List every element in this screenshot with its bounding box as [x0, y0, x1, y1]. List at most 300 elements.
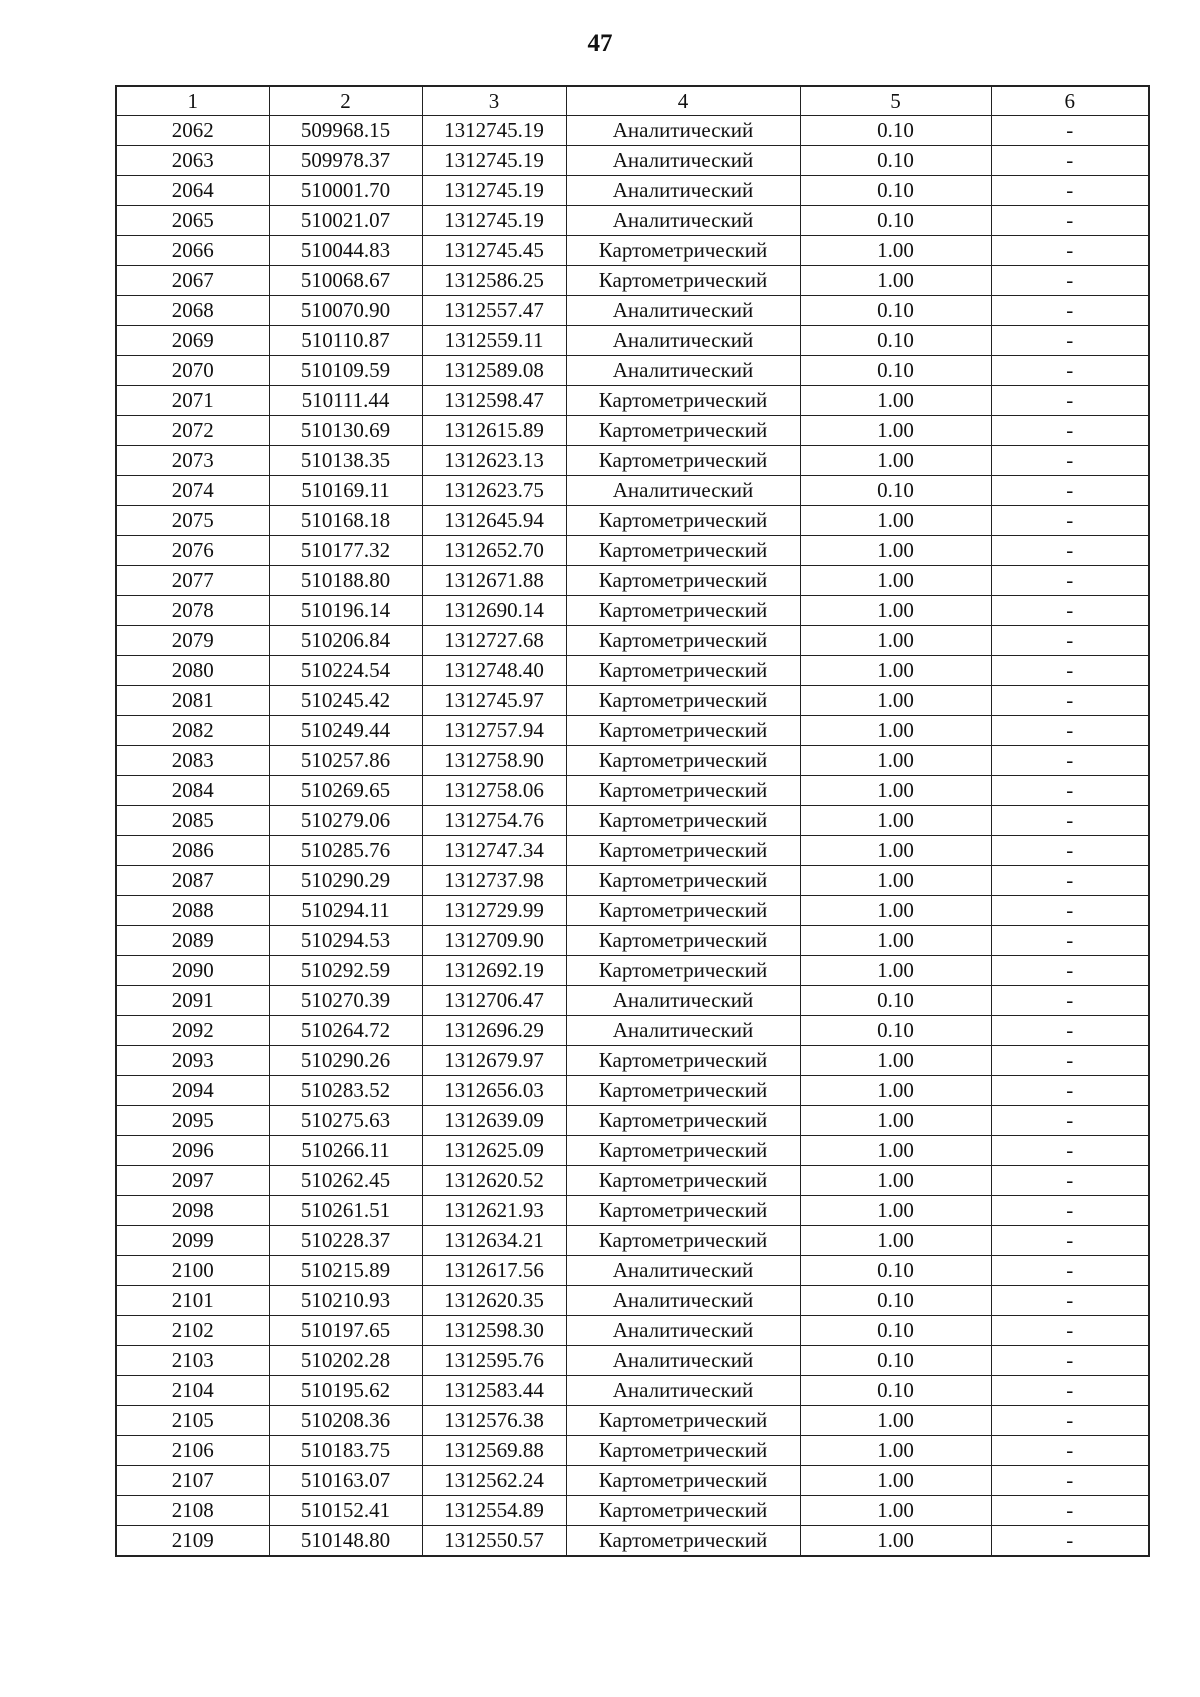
description-cell: - — [991, 1346, 1149, 1376]
method-cell: Аналитический — [566, 1316, 800, 1346]
x-coordinate-cell: 510294.11 — [269, 896, 422, 926]
x-coordinate-cell: 510257.86 — [269, 746, 422, 776]
description-cell: - — [991, 1316, 1149, 1346]
y-coordinate-cell: 1312634.21 — [422, 1226, 566, 1256]
description-cell: - — [991, 266, 1149, 296]
table-row — [116, 1286, 1149, 1316]
y-coordinate-cell: 1312729.99 — [422, 896, 566, 926]
y-coordinate-cell: 1312559.11 — [422, 326, 566, 356]
method-cell: Аналитический — [566, 986, 800, 1016]
y-coordinate-cell: 1312696.29 — [422, 1016, 566, 1046]
y-coordinate-cell: 1312758.06 — [422, 776, 566, 806]
x-coordinate-cell: 510168.18 — [269, 506, 422, 536]
x-coordinate-cell: 510109.59 — [269, 356, 422, 386]
description-cell: - — [991, 416, 1149, 446]
table-row — [116, 926, 1149, 956]
accuracy-cell: 1.00 — [800, 686, 991, 716]
y-coordinate-cell: 1312598.47 — [422, 386, 566, 416]
method-cell: Картометрический — [566, 446, 800, 476]
method-cell: Картометрический — [566, 836, 800, 866]
y-coordinate-cell: 1312745.45 — [422, 236, 566, 266]
y-coordinate-cell: 1312557.47 — [422, 296, 566, 326]
point-number-cell: 2079 — [116, 626, 269, 656]
x-coordinate-cell: 510169.11 — [269, 476, 422, 506]
x-coordinate-cell: 510285.76 — [269, 836, 422, 866]
y-coordinate-cell: 1312620.52 — [422, 1166, 566, 1196]
y-coordinate-cell: 1312598.30 — [422, 1316, 566, 1346]
point-number-cell: 2088 — [116, 896, 269, 926]
point-number-cell: 2063 — [116, 146, 269, 176]
x-coordinate-cell: 510183.75 — [269, 1436, 422, 1466]
accuracy-cell: 0.10 — [800, 116, 991, 146]
description-cell: - — [991, 1466, 1149, 1496]
x-coordinate-cell: 510148.80 — [269, 1526, 422, 1557]
x-coordinate-cell: 510152.41 — [269, 1496, 422, 1526]
x-coordinate-cell: 510266.11 — [269, 1136, 422, 1166]
y-coordinate-cell: 1312690.14 — [422, 596, 566, 626]
column-header: 2 — [269, 86, 422, 116]
table-row — [116, 1106, 1149, 1136]
description-cell: - — [991, 326, 1149, 356]
description-cell: - — [991, 656, 1149, 686]
x-coordinate-cell: 510270.39 — [269, 986, 422, 1016]
y-coordinate-cell: 1312709.90 — [422, 926, 566, 956]
y-coordinate-cell: 1312652.70 — [422, 536, 566, 566]
method-cell: Картометрический — [566, 1076, 800, 1106]
method-cell: Аналитический — [566, 1376, 800, 1406]
point-number-cell: 2078 — [116, 596, 269, 626]
description-cell: - — [991, 596, 1149, 626]
method-cell: Картометрический — [566, 626, 800, 656]
point-number-cell: 2087 — [116, 866, 269, 896]
x-coordinate-cell: 510070.90 — [269, 296, 422, 326]
description-cell: - — [991, 536, 1149, 566]
point-number-cell: 2080 — [116, 656, 269, 686]
point-number-cell: 2097 — [116, 1166, 269, 1196]
table-row — [116, 1436, 1149, 1466]
method-cell: Картометрический — [566, 656, 800, 686]
point-number-cell: 2091 — [116, 986, 269, 1016]
accuracy-cell: 1.00 — [800, 236, 991, 266]
table-row — [116, 416, 1149, 446]
accuracy-cell: 1.00 — [800, 386, 991, 416]
table-header-row — [116, 86, 1149, 116]
description-cell: - — [991, 716, 1149, 746]
accuracy-cell: 1.00 — [800, 776, 991, 806]
point-number-cell: 2065 — [116, 206, 269, 236]
method-cell: Картометрический — [566, 806, 800, 836]
table-row — [116, 986, 1149, 1016]
method-cell: Аналитический — [566, 296, 800, 326]
column-header: 5 — [800, 86, 991, 116]
table-row — [116, 506, 1149, 536]
description-cell: - — [991, 356, 1149, 386]
table-row — [116, 596, 1149, 626]
accuracy-cell: 0.10 — [800, 1286, 991, 1316]
table-row — [116, 446, 1149, 476]
accuracy-cell: 1.00 — [800, 536, 991, 566]
description-cell: - — [991, 566, 1149, 596]
x-coordinate-cell: 510021.07 — [269, 206, 422, 236]
accuracy-cell: 1.00 — [800, 1166, 991, 1196]
table-row — [116, 656, 1149, 686]
table-row — [116, 536, 1149, 566]
point-number-cell: 2072 — [116, 416, 269, 446]
method-cell: Аналитический — [566, 476, 800, 506]
description-cell: - — [991, 1106, 1149, 1136]
table-row — [116, 326, 1149, 356]
description-cell: - — [991, 1226, 1149, 1256]
accuracy-cell: 1.00 — [800, 926, 991, 956]
column-header: 1 — [116, 86, 269, 116]
point-number-cell: 2075 — [116, 506, 269, 536]
method-cell: Аналитический — [566, 146, 800, 176]
accuracy-cell: 1.00 — [800, 1076, 991, 1106]
y-coordinate-cell: 1312747.34 — [422, 836, 566, 866]
x-coordinate-cell: 510206.84 — [269, 626, 422, 656]
method-cell: Картометрический — [566, 1436, 800, 1466]
point-number-cell: 2069 — [116, 326, 269, 356]
method-cell: Аналитический — [566, 326, 800, 356]
accuracy-cell: 1.00 — [800, 446, 991, 476]
x-coordinate-cell: 510264.72 — [269, 1016, 422, 1046]
method-cell: Картометрический — [566, 596, 800, 626]
point-number-cell: 2099 — [116, 1226, 269, 1256]
x-coordinate-cell: 510177.32 — [269, 536, 422, 566]
accuracy-cell: 1.00 — [800, 266, 991, 296]
description-cell: - — [991, 176, 1149, 206]
y-coordinate-cell: 1312745.19 — [422, 176, 566, 206]
table-row — [116, 1046, 1149, 1076]
table-row — [116, 176, 1149, 206]
method-cell: Картометрический — [566, 1226, 800, 1256]
accuracy-cell: 0.10 — [800, 1346, 991, 1376]
accuracy-cell: 1.00 — [800, 1226, 991, 1256]
point-number-cell: 2077 — [116, 566, 269, 596]
coordinates-table — [115, 85, 1150, 1557]
method-cell: Аналитический — [566, 356, 800, 386]
point-number-cell: 2070 — [116, 356, 269, 386]
point-number-cell: 2109 — [116, 1526, 269, 1557]
method-cell: Картометрический — [566, 866, 800, 896]
method-cell: Картометрический — [566, 1136, 800, 1166]
accuracy-cell: 0.10 — [800, 356, 991, 386]
accuracy-cell: 0.10 — [800, 476, 991, 506]
description-cell: - — [991, 626, 1149, 656]
table-row — [116, 1016, 1149, 1046]
accuracy-cell: 1.00 — [800, 1496, 991, 1526]
method-cell: Аналитический — [566, 176, 800, 206]
description-cell: - — [991, 1046, 1149, 1076]
y-coordinate-cell: 1312621.93 — [422, 1196, 566, 1226]
table-row — [116, 356, 1149, 386]
method-cell: Картометрический — [566, 926, 800, 956]
x-coordinate-cell: 510188.80 — [269, 566, 422, 596]
point-number-cell: 2089 — [116, 926, 269, 956]
table-row — [116, 746, 1149, 776]
point-number-cell: 2076 — [116, 536, 269, 566]
point-number-cell: 2094 — [116, 1076, 269, 1106]
y-coordinate-cell: 1312745.97 — [422, 686, 566, 716]
accuracy-cell: 1.00 — [800, 1526, 991, 1557]
description-cell: - — [991, 986, 1149, 1016]
y-coordinate-cell: 1312595.76 — [422, 1346, 566, 1376]
table-row — [116, 1226, 1149, 1256]
y-coordinate-cell: 1312586.25 — [422, 266, 566, 296]
accuracy-cell: 0.10 — [800, 326, 991, 356]
point-number-cell: 2092 — [116, 1016, 269, 1046]
point-number-cell: 2064 — [116, 176, 269, 206]
description-cell: - — [991, 1526, 1149, 1557]
x-coordinate-cell: 510111.44 — [269, 386, 422, 416]
y-coordinate-cell: 1312758.90 — [422, 746, 566, 776]
description-cell: - — [991, 116, 1149, 146]
table-row — [116, 146, 1149, 176]
description-cell: - — [991, 386, 1149, 416]
x-coordinate-cell: 509978.37 — [269, 146, 422, 176]
table-row — [116, 1136, 1149, 1166]
point-number-cell: 2085 — [116, 806, 269, 836]
table-row — [116, 1346, 1149, 1376]
point-number-cell: 2068 — [116, 296, 269, 326]
x-coordinate-cell: 510275.63 — [269, 1106, 422, 1136]
accuracy-cell: 0.10 — [800, 986, 991, 1016]
description-cell: - — [991, 446, 1149, 476]
table-row — [116, 1166, 1149, 1196]
accuracy-cell: 1.00 — [800, 746, 991, 776]
description-cell: - — [991, 1016, 1149, 1046]
y-coordinate-cell: 1312554.89 — [422, 1496, 566, 1526]
table-row — [116, 1496, 1149, 1526]
method-cell: Картометрический — [566, 776, 800, 806]
table-row — [116, 236, 1149, 266]
column-header: 3 — [422, 86, 566, 116]
accuracy-cell: 0.10 — [800, 146, 991, 176]
table-row — [116, 206, 1149, 236]
description-cell: - — [991, 506, 1149, 536]
description-cell: - — [991, 746, 1149, 776]
description-cell: - — [991, 806, 1149, 836]
table-body — [116, 116, 1149, 1557]
table-row — [116, 806, 1149, 836]
method-cell: Картометрический — [566, 896, 800, 926]
point-number-cell: 2093 — [116, 1046, 269, 1076]
method-cell: Аналитический — [566, 1346, 800, 1376]
point-number-cell: 2082 — [116, 716, 269, 746]
table-row — [116, 266, 1149, 296]
x-coordinate-cell: 510283.52 — [269, 1076, 422, 1106]
description-cell: - — [991, 1256, 1149, 1286]
table-row — [116, 956, 1149, 986]
table-row — [116, 566, 1149, 596]
description-cell: - — [991, 476, 1149, 506]
method-cell: Аналитический — [566, 1286, 800, 1316]
y-coordinate-cell: 1312727.68 — [422, 626, 566, 656]
accuracy-cell: 1.00 — [800, 596, 991, 626]
description-cell: - — [991, 836, 1149, 866]
column-header: 6 — [991, 86, 1149, 116]
accuracy-cell: 1.00 — [800, 1136, 991, 1166]
point-number-cell: 2086 — [116, 836, 269, 866]
y-coordinate-cell: 1312757.94 — [422, 716, 566, 746]
method-cell: Картометрический — [566, 746, 800, 776]
y-coordinate-cell: 1312639.09 — [422, 1106, 566, 1136]
y-coordinate-cell: 1312692.19 — [422, 956, 566, 986]
description-cell: - — [991, 1196, 1149, 1226]
x-coordinate-cell: 510269.65 — [269, 776, 422, 806]
y-coordinate-cell: 1312625.09 — [422, 1136, 566, 1166]
accuracy-cell: 0.10 — [800, 1256, 991, 1286]
method-cell: Картометрический — [566, 506, 800, 536]
accuracy-cell: 1.00 — [800, 1106, 991, 1136]
y-coordinate-cell: 1312745.19 — [422, 206, 566, 236]
y-coordinate-cell: 1312615.89 — [422, 416, 566, 446]
point-number-cell: 2102 — [116, 1316, 269, 1346]
table-row — [116, 686, 1149, 716]
y-coordinate-cell: 1312623.75 — [422, 476, 566, 506]
y-coordinate-cell: 1312583.44 — [422, 1376, 566, 1406]
point-number-cell: 2083 — [116, 746, 269, 776]
accuracy-cell: 1.00 — [800, 1196, 991, 1226]
x-coordinate-cell: 510249.44 — [269, 716, 422, 746]
x-coordinate-cell: 510044.83 — [269, 236, 422, 266]
method-cell: Картометрический — [566, 1496, 800, 1526]
accuracy-cell: 0.10 — [800, 206, 991, 236]
method-cell: Картометрический — [566, 1466, 800, 1496]
x-coordinate-cell: 510290.26 — [269, 1046, 422, 1076]
method-cell: Аналитический — [566, 1256, 800, 1286]
description-cell: - — [991, 1406, 1149, 1436]
x-coordinate-cell: 510197.65 — [269, 1316, 422, 1346]
point-number-cell: 2103 — [116, 1346, 269, 1376]
accuracy-cell: 1.00 — [800, 506, 991, 536]
table-row — [116, 866, 1149, 896]
description-cell: - — [991, 926, 1149, 956]
accuracy-cell: 1.00 — [800, 836, 991, 866]
point-number-cell: 2106 — [116, 1436, 269, 1466]
accuracy-cell: 1.00 — [800, 716, 991, 746]
description-cell: - — [991, 896, 1149, 926]
table-row — [116, 1526, 1149, 1557]
table-row — [116, 1406, 1149, 1436]
accuracy-cell: 1.00 — [800, 1436, 991, 1466]
y-coordinate-cell: 1312562.24 — [422, 1466, 566, 1496]
table-row — [116, 1196, 1149, 1226]
y-coordinate-cell: 1312754.76 — [422, 806, 566, 836]
x-coordinate-cell: 510262.45 — [269, 1166, 422, 1196]
point-number-cell: 2108 — [116, 1496, 269, 1526]
y-coordinate-cell: 1312737.98 — [422, 866, 566, 896]
x-coordinate-cell: 510261.51 — [269, 1196, 422, 1226]
accuracy-cell: 1.00 — [800, 566, 991, 596]
description-cell: - — [991, 1496, 1149, 1526]
table-row — [116, 476, 1149, 506]
description-cell: - — [991, 1286, 1149, 1316]
point-number-cell: 2090 — [116, 956, 269, 986]
table-row — [116, 836, 1149, 866]
description-cell: - — [991, 146, 1149, 176]
description-cell: - — [991, 1376, 1149, 1406]
method-cell: Картометрический — [566, 956, 800, 986]
x-coordinate-cell: 510279.06 — [269, 806, 422, 836]
y-coordinate-cell: 1312589.08 — [422, 356, 566, 386]
accuracy-cell: 0.10 — [800, 176, 991, 206]
accuracy-cell: 1.00 — [800, 956, 991, 986]
y-coordinate-cell: 1312645.94 — [422, 506, 566, 536]
accuracy-cell: 0.10 — [800, 1016, 991, 1046]
table-row — [116, 1076, 1149, 1106]
y-coordinate-cell: 1312656.03 — [422, 1076, 566, 1106]
table-row — [116, 296, 1149, 326]
x-coordinate-cell: 510228.37 — [269, 1226, 422, 1256]
y-coordinate-cell: 1312617.56 — [422, 1256, 566, 1286]
table-row — [116, 776, 1149, 806]
description-cell: - — [991, 866, 1149, 896]
point-number-cell: 2084 — [116, 776, 269, 806]
table-row — [116, 896, 1149, 926]
x-coordinate-cell: 510001.70 — [269, 176, 422, 206]
method-cell: Картометрический — [566, 236, 800, 266]
point-number-cell: 2105 — [116, 1406, 269, 1436]
description-cell: - — [991, 296, 1149, 326]
point-number-cell: 2107 — [116, 1466, 269, 1496]
accuracy-cell: 1.00 — [800, 626, 991, 656]
page-number: 47 — [587, 30, 613, 57]
y-coordinate-cell: 1312679.97 — [422, 1046, 566, 1076]
method-cell: Аналитический — [566, 116, 800, 146]
method-cell: Аналитический — [566, 1016, 800, 1046]
point-number-cell: 2081 — [116, 686, 269, 716]
point-number-cell: 2071 — [116, 386, 269, 416]
point-number-cell: 2073 — [116, 446, 269, 476]
method-cell: Картометрический — [566, 536, 800, 566]
method-cell: Картометрический — [566, 1106, 800, 1136]
table-row — [116, 1466, 1149, 1496]
table-row — [116, 1316, 1149, 1346]
point-number-cell: 2098 — [116, 1196, 269, 1226]
description-cell: - — [991, 686, 1149, 716]
y-coordinate-cell: 1312620.35 — [422, 1286, 566, 1316]
accuracy-cell: 1.00 — [800, 1466, 991, 1496]
x-coordinate-cell: 510208.36 — [269, 1406, 422, 1436]
y-coordinate-cell: 1312569.88 — [422, 1436, 566, 1466]
description-cell: - — [991, 206, 1149, 236]
x-coordinate-cell: 510110.87 — [269, 326, 422, 356]
table-row — [116, 116, 1149, 146]
method-cell: Картометрический — [566, 386, 800, 416]
description-cell: - — [991, 1136, 1149, 1166]
x-coordinate-cell: 510196.14 — [269, 596, 422, 626]
x-coordinate-cell: 510215.89 — [269, 1256, 422, 1286]
method-cell: Картометрический — [566, 716, 800, 746]
point-number-cell: 2095 — [116, 1106, 269, 1136]
x-coordinate-cell: 510294.53 — [269, 926, 422, 956]
method-cell: Картометрический — [566, 1196, 800, 1226]
point-number-cell: 2074 — [116, 476, 269, 506]
point-number-cell: 2104 — [116, 1376, 269, 1406]
table-row — [116, 386, 1149, 416]
column-header: 4 — [566, 86, 800, 116]
y-coordinate-cell: 1312550.57 — [422, 1526, 566, 1557]
method-cell: Картометрический — [566, 566, 800, 596]
y-coordinate-cell: 1312748.40 — [422, 656, 566, 686]
accuracy-cell: 1.00 — [800, 1046, 991, 1076]
table-row — [116, 716, 1149, 746]
point-number-cell: 2100 — [116, 1256, 269, 1286]
method-cell: Картометрический — [566, 1526, 800, 1557]
method-cell: Картометрический — [566, 416, 800, 446]
x-coordinate-cell: 510224.54 — [269, 656, 422, 686]
